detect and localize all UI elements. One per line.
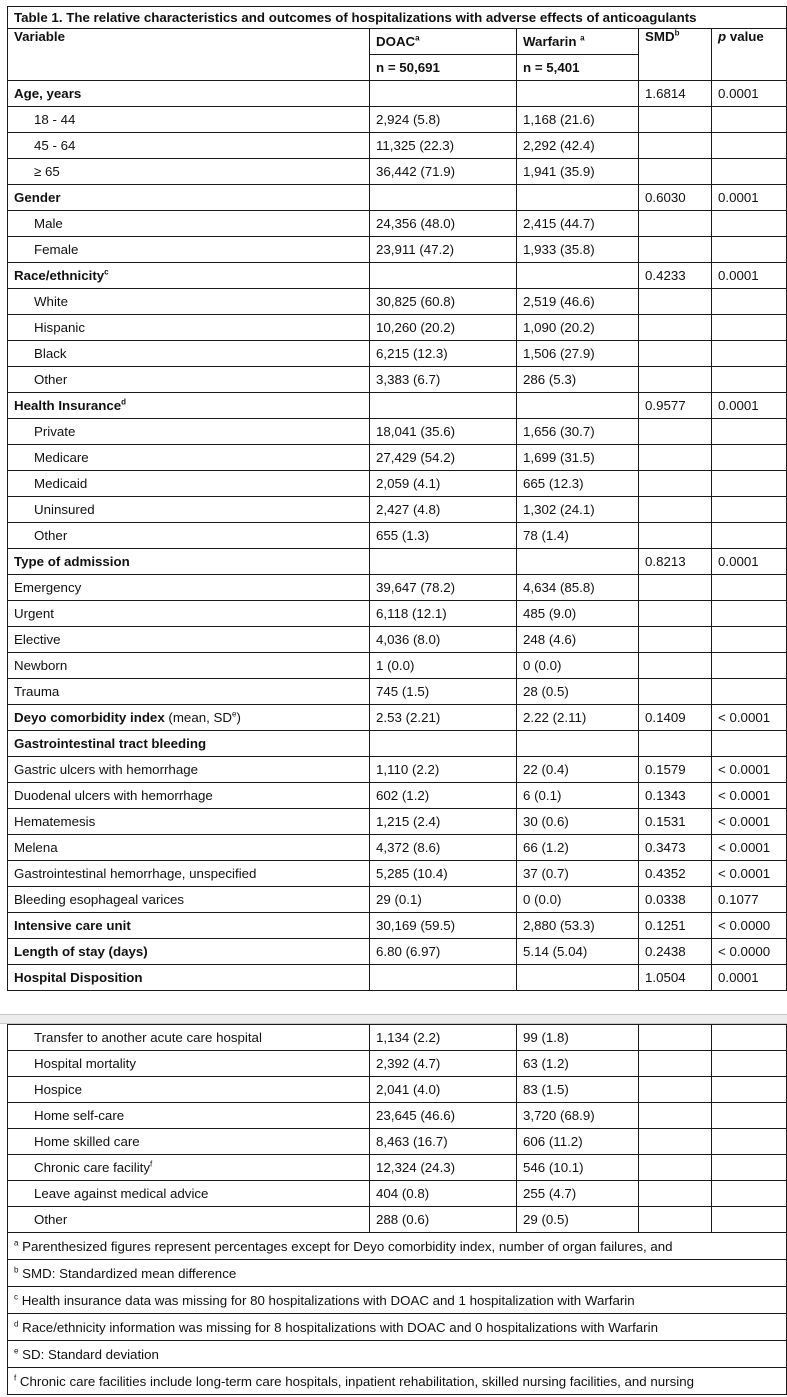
smd-value bbox=[639, 1051, 712, 1077]
table-title: Table 1. The relative characteristics and outcomes of hospitalizations with adverse effects of anticoagulants bbox=[8, 7, 787, 29]
row-label: Newborn bbox=[8, 653, 370, 679]
row-label: Medicare bbox=[8, 445, 370, 471]
table-row bbox=[8, 81, 787, 107]
p-value bbox=[712, 367, 787, 393]
smd-value bbox=[639, 523, 712, 549]
row-label: Hematemesis bbox=[8, 809, 370, 835]
warfarin-value: 63 (1.2) bbox=[517, 1051, 639, 1077]
doac-value bbox=[370, 263, 517, 289]
table-row bbox=[8, 289, 787, 315]
smd-value: 0.1531 bbox=[639, 809, 712, 835]
doac-value: 36,442 (71.9) bbox=[370, 159, 517, 185]
smd-value bbox=[639, 601, 712, 627]
p-value bbox=[712, 237, 787, 263]
p-value: 0.1077 bbox=[712, 887, 787, 913]
row-label: Leave against medical advice bbox=[8, 1181, 370, 1207]
row-label: Emergency bbox=[8, 575, 370, 601]
table-row bbox=[8, 549, 787, 575]
warfarin-value: 0 (0.0) bbox=[517, 887, 639, 913]
doac-value: 288 (0.6) bbox=[370, 1207, 517, 1233]
row-label: Private bbox=[8, 419, 370, 445]
row-label: Type of admission bbox=[8, 549, 370, 575]
p-value bbox=[712, 1025, 787, 1051]
smd-value: 0.4233 bbox=[639, 263, 712, 289]
row-label: Gastrointestinal hemorrhage, unspecified bbox=[8, 861, 370, 887]
smd-value bbox=[639, 1155, 712, 1181]
warfarin-value bbox=[517, 393, 639, 419]
smd-value: 0.8213 bbox=[639, 549, 712, 575]
doac-value: 27,429 (54.2) bbox=[370, 445, 517, 471]
smd-value bbox=[639, 315, 712, 341]
warfarin-value: 665 (12.3) bbox=[517, 471, 639, 497]
doac-value: 3,383 (6.7) bbox=[370, 367, 517, 393]
table-row bbox=[8, 835, 787, 861]
table-row bbox=[8, 1077, 787, 1103]
smd-value bbox=[639, 211, 712, 237]
doac-value: 745 (1.5) bbox=[370, 679, 517, 705]
row-label: Transfer to another acute care hospital bbox=[8, 1025, 370, 1051]
warfarin-value: 485 (9.0) bbox=[517, 601, 639, 627]
smd-value bbox=[639, 1025, 712, 1051]
table-row bbox=[8, 1103, 787, 1129]
warfarin-value: 1,941 (35.9) bbox=[517, 159, 639, 185]
smd-value bbox=[639, 159, 712, 185]
table-row bbox=[8, 601, 787, 627]
p-value bbox=[712, 1103, 787, 1129]
table-row bbox=[8, 913, 787, 939]
row-label: 18 - 44 bbox=[8, 107, 370, 133]
table-row bbox=[8, 627, 787, 653]
table-row bbox=[8, 237, 787, 263]
warfarin-value bbox=[517, 731, 639, 757]
smd-value bbox=[639, 497, 712, 523]
doac-value: 2,059 (4.1) bbox=[370, 471, 517, 497]
doac-value: 18,041 (35.6) bbox=[370, 419, 517, 445]
table-row bbox=[8, 1129, 787, 1155]
table-row bbox=[8, 341, 787, 367]
doac-value: 4,036 (8.0) bbox=[370, 627, 517, 653]
row-label: ≥ 65 bbox=[8, 159, 370, 185]
footnote-row bbox=[8, 1287, 787, 1314]
footnote: $^b$ SMD: Standardized mean difference bbox=[8, 1260, 787, 1287]
row-label: Duodenal ulcers with hemorrhage bbox=[8, 783, 370, 809]
footnote-row bbox=[8, 1233, 787, 1260]
smd-value bbox=[639, 419, 712, 445]
doac-value: 30,825 (60.8) bbox=[370, 289, 517, 315]
warfarin-value: 2,880 (53.3) bbox=[517, 913, 639, 939]
smd-value: 0.1579 bbox=[639, 757, 712, 783]
warfarin-value: 255 (4.7) bbox=[517, 1181, 639, 1207]
p-value bbox=[712, 471, 787, 497]
p-value bbox=[712, 679, 787, 705]
smd-value bbox=[639, 1103, 712, 1129]
row-label: Male bbox=[8, 211, 370, 237]
doac-value: 6,215 (12.3) bbox=[370, 341, 517, 367]
row-label: Gastric ulcers with hemorrhage bbox=[8, 757, 370, 783]
row-label: Intensive care unit bbox=[8, 913, 370, 939]
smd-value bbox=[639, 445, 712, 471]
doac-value: 4,372 (8.6) bbox=[370, 835, 517, 861]
table-row bbox=[8, 757, 787, 783]
characteristics-table bbox=[7, 6, 787, 991]
doac-value: 1,134 (2.2) bbox=[370, 1025, 517, 1051]
p-value-header: p value bbox=[712, 29, 787, 81]
warfarin-value: 83 (1.5) bbox=[517, 1077, 639, 1103]
warfarin-value: 1,168 (21.6) bbox=[517, 107, 639, 133]
p-value: < 0.0001 bbox=[712, 783, 787, 809]
doac-value: 2.53 (2.21) bbox=[370, 705, 517, 731]
smd-value: 0.9577 bbox=[639, 393, 712, 419]
doac-value: 2,392 (4.7) bbox=[370, 1051, 517, 1077]
p-value bbox=[712, 653, 787, 679]
warfarin-value: 1,302 (24.1) bbox=[517, 497, 639, 523]
warfarin-value bbox=[517, 185, 639, 211]
table-row bbox=[8, 1181, 787, 1207]
table-row bbox=[8, 731, 787, 757]
row-label: Uninsured bbox=[8, 497, 370, 523]
row-label: Race/ethnicity$^c$ bbox=[8, 263, 370, 289]
table-row bbox=[8, 159, 787, 185]
p-value bbox=[712, 523, 787, 549]
row-label: Hospice bbox=[8, 1077, 370, 1103]
smd-value bbox=[639, 1207, 712, 1233]
smd-value: 0.0338 bbox=[639, 887, 712, 913]
footnote: $^e$ SD: Standard deviation bbox=[8, 1341, 787, 1368]
p-value bbox=[712, 419, 787, 445]
doac-value bbox=[370, 185, 517, 211]
doac-value bbox=[370, 393, 517, 419]
warfarin-value: 66 (1.2) bbox=[517, 835, 639, 861]
warfarin-n: n = 5,401 bbox=[517, 55, 639, 81]
table-row bbox=[8, 471, 787, 497]
table-row bbox=[8, 263, 787, 289]
warfarin-value: 2,292 (42.4) bbox=[517, 133, 639, 159]
variable-header: Variable bbox=[8, 29, 370, 81]
p-value bbox=[712, 445, 787, 471]
p-value: < 0.0001 bbox=[712, 809, 787, 835]
smd-value bbox=[639, 107, 712, 133]
doac-header: DOAC$^a$ bbox=[370, 29, 517, 55]
smd-value: 0.3473 bbox=[639, 835, 712, 861]
p-value bbox=[712, 731, 787, 757]
warfarin-value: 546 (10.1) bbox=[517, 1155, 639, 1181]
smd-value bbox=[639, 1129, 712, 1155]
p-value bbox=[712, 315, 787, 341]
table-row bbox=[8, 445, 787, 471]
doac-value: 23,911 (47.2) bbox=[370, 237, 517, 263]
table-row bbox=[8, 1051, 787, 1077]
warfarin-value: 22 (0.4) bbox=[517, 757, 639, 783]
warfarin-value: 5.14 (5.04) bbox=[517, 939, 639, 965]
doac-n: n = 50,691 bbox=[370, 55, 517, 81]
p-value: < 0.0001 bbox=[712, 757, 787, 783]
smd-header: SMD$^b$ bbox=[639, 29, 712, 81]
p-value bbox=[712, 107, 787, 133]
doac-value: 602 (1.2) bbox=[370, 783, 517, 809]
doac-value: 10,260 (20.2) bbox=[370, 315, 517, 341]
warfarin-value: 2.22 (2.11) bbox=[517, 705, 639, 731]
doac-value: 8,463 (16.7) bbox=[370, 1129, 517, 1155]
doac-value: 6.80 (6.97) bbox=[370, 939, 517, 965]
warfarin-value: 3,720 (68.9) bbox=[517, 1103, 639, 1129]
smd-value bbox=[639, 575, 712, 601]
p-value: < 0.0000 bbox=[712, 939, 787, 965]
p-value bbox=[712, 341, 787, 367]
row-label: Other bbox=[8, 1207, 370, 1233]
smd-value: 1.6814 bbox=[639, 81, 712, 107]
footnote-row bbox=[8, 1341, 787, 1368]
warfarin-value bbox=[517, 965, 639, 991]
characteristics-table-continued bbox=[7, 1024, 787, 1395]
doac-value: 5,285 (10.4) bbox=[370, 861, 517, 887]
smd-value bbox=[639, 1181, 712, 1207]
smd-value bbox=[639, 133, 712, 159]
warfarin-value: 37 (0.7) bbox=[517, 861, 639, 887]
warfarin-value: 30 (0.6) bbox=[517, 809, 639, 835]
footnote-row bbox=[8, 1260, 787, 1287]
row-label: Other bbox=[8, 367, 370, 393]
doac-value bbox=[370, 731, 517, 757]
warfarin-value: 28 (0.5) bbox=[517, 679, 639, 705]
table-row bbox=[8, 783, 787, 809]
table-row bbox=[8, 315, 787, 341]
p-value bbox=[712, 133, 787, 159]
row-label: Bleeding esophageal varices bbox=[8, 887, 370, 913]
warfarin-value: 248 (4.6) bbox=[517, 627, 639, 653]
p-value: 0.0001 bbox=[712, 185, 787, 211]
smd-value: 0.1343 bbox=[639, 783, 712, 809]
smd-value bbox=[639, 1077, 712, 1103]
doac-value: 11,325 (22.3) bbox=[370, 133, 517, 159]
p-value: < 0.0001 bbox=[712, 835, 787, 861]
table-row bbox=[8, 1025, 787, 1051]
doac-value: 29 (0.1) bbox=[370, 887, 517, 913]
warfarin-value: 4,634 (85.8) bbox=[517, 575, 639, 601]
warfarin-value: 1,090 (20.2) bbox=[517, 315, 639, 341]
smd-value: 0.1409 bbox=[639, 705, 712, 731]
doac-value bbox=[370, 965, 517, 991]
footnote-row bbox=[8, 1368, 787, 1395]
table-row bbox=[8, 653, 787, 679]
table-row bbox=[8, 887, 787, 913]
warfarin-value: 2,415 (44.7) bbox=[517, 211, 639, 237]
smd-value bbox=[639, 367, 712, 393]
warfarin-value: 606 (11.2) bbox=[517, 1129, 639, 1155]
doac-value: 2,041 (4.0) bbox=[370, 1077, 517, 1103]
smd-value: 0.1251 bbox=[639, 913, 712, 939]
smd-value bbox=[639, 679, 712, 705]
doac-value: 24,356 (48.0) bbox=[370, 211, 517, 237]
footnote: $^c$ Health insurance data was missing for 80 hospitalizations with DOAC and 1 hospitalization with Warfarin bbox=[8, 1287, 787, 1314]
p-value: 0.0001 bbox=[712, 81, 787, 107]
row-label: Medicaid bbox=[8, 471, 370, 497]
doac-value: 30,169 (59.5) bbox=[370, 913, 517, 939]
smd-value bbox=[639, 341, 712, 367]
row-label: Trauma bbox=[8, 679, 370, 705]
doac-value bbox=[370, 549, 517, 575]
p-value: < 0.0001 bbox=[712, 705, 787, 731]
p-value bbox=[712, 1077, 787, 1103]
warfarin-value: 1,656 (30.7) bbox=[517, 419, 639, 445]
page-break bbox=[0, 1014, 787, 1024]
row-label: Chronic care facility$^f$ bbox=[8, 1155, 370, 1181]
doac-value bbox=[370, 81, 517, 107]
row-label: Gender bbox=[8, 185, 370, 211]
p-value bbox=[712, 159, 787, 185]
row-label: Female bbox=[8, 237, 370, 263]
footnote: $^f$ Chronic care facilities include long-term care hospitals, inpatient rehabilitation, skilled nursing facilities, and nursing bbox=[8, 1368, 787, 1395]
table-row bbox=[8, 1155, 787, 1181]
p-value: 0.0001 bbox=[712, 965, 787, 991]
smd-value bbox=[639, 289, 712, 315]
p-value bbox=[712, 575, 787, 601]
table-row bbox=[8, 1207, 787, 1233]
p-value: 0.0001 bbox=[712, 549, 787, 575]
smd-value bbox=[639, 653, 712, 679]
doac-value: 1,215 (2.4) bbox=[370, 809, 517, 835]
doac-value: 12,324 (24.3) bbox=[370, 1155, 517, 1181]
table-row bbox=[8, 861, 787, 887]
header-row bbox=[8, 29, 787, 55]
p-value bbox=[712, 497, 787, 523]
smd-value bbox=[639, 627, 712, 653]
doac-value: 1,110 (2.2) bbox=[370, 757, 517, 783]
table-row bbox=[8, 419, 787, 445]
p-value: < 0.0000 bbox=[712, 913, 787, 939]
warfarin-value: 286 (5.3) bbox=[517, 367, 639, 393]
warfarin-value: 6 (0.1) bbox=[517, 783, 639, 809]
table-row bbox=[8, 965, 787, 991]
table-row bbox=[8, 705, 787, 731]
p-value bbox=[712, 211, 787, 237]
row-label: 45 - 64 bbox=[8, 133, 370, 159]
table-row bbox=[8, 107, 787, 133]
warfarin-value bbox=[517, 549, 639, 575]
smd-value: 1.0504 bbox=[639, 965, 712, 991]
warfarin-value: 1,699 (31.5) bbox=[517, 445, 639, 471]
row-label: Health Insurance$^d$ bbox=[8, 393, 370, 419]
warfarin-value: 1,506 (27.9) bbox=[517, 341, 639, 367]
table-row bbox=[8, 211, 787, 237]
warfarin-header: Warfarin $^a$ bbox=[517, 29, 639, 55]
row-label: Deyo comorbidity index (mean, $SD^e$) bbox=[8, 705, 370, 731]
doac-value: 404 (0.8) bbox=[370, 1181, 517, 1207]
smd-value bbox=[639, 237, 712, 263]
table-row bbox=[8, 185, 787, 211]
doac-value: 655 (1.3) bbox=[370, 523, 517, 549]
row-label: Age, years bbox=[8, 81, 370, 107]
table-title-row bbox=[8, 7, 787, 29]
row-label: Home self-care bbox=[8, 1103, 370, 1129]
smd-value: 0.2438 bbox=[639, 939, 712, 965]
doac-value: 6,118 (12.1) bbox=[370, 601, 517, 627]
warfarin-value: 1,933 (35.8) bbox=[517, 237, 639, 263]
p-value bbox=[712, 1181, 787, 1207]
p-value bbox=[712, 1155, 787, 1181]
p-value bbox=[712, 1051, 787, 1077]
p-value bbox=[712, 1129, 787, 1155]
p-value bbox=[712, 601, 787, 627]
p-value bbox=[712, 627, 787, 653]
row-label: Elective bbox=[8, 627, 370, 653]
doac-value: 1 (0.0) bbox=[370, 653, 517, 679]
row-label: Hospital Disposition bbox=[8, 965, 370, 991]
p-value bbox=[712, 289, 787, 315]
doac-value: 39,647 (78.2) bbox=[370, 575, 517, 601]
row-label: Hispanic bbox=[8, 315, 370, 341]
doac-value: 23,645 (46.6) bbox=[370, 1103, 517, 1129]
p-value bbox=[712, 1207, 787, 1233]
row-label: Urgent bbox=[8, 601, 370, 627]
row-label: Other bbox=[8, 523, 370, 549]
footnote: $^d$ Race/ethnicity information was missing for 8 hospitalizations with DOAC and 0 hospitalizations with Warfarin bbox=[8, 1314, 787, 1341]
footnote: $^a$ Parenthesized figures represent percentages except for Deyo comorbidity index, number of organ failures, and bbox=[8, 1233, 787, 1260]
warfarin-value: 99 (1.8) bbox=[517, 1025, 639, 1051]
p-value: 0.0001 bbox=[712, 263, 787, 289]
smd-value: 0.6030 bbox=[639, 185, 712, 211]
table-row bbox=[8, 939, 787, 965]
warfarin-value: 2,519 (46.6) bbox=[517, 289, 639, 315]
row-label: Melena bbox=[8, 835, 370, 861]
p-value: 0.0001 bbox=[712, 393, 787, 419]
warfarin-value: 78 (1.4) bbox=[517, 523, 639, 549]
row-label: Length of stay (days) bbox=[8, 939, 370, 965]
p-value: < 0.0001 bbox=[712, 861, 787, 887]
warfarin-value: 29 (0.5) bbox=[517, 1207, 639, 1233]
smd-value bbox=[639, 471, 712, 497]
row-label: White bbox=[8, 289, 370, 315]
warfarin-value bbox=[517, 263, 639, 289]
row-label: Hospital mortality bbox=[8, 1051, 370, 1077]
doac-value: 2,924 (5.8) bbox=[370, 107, 517, 133]
doac-value: 2,427 (4.8) bbox=[370, 497, 517, 523]
smd-value: 0.4352 bbox=[639, 861, 712, 887]
table-row bbox=[8, 367, 787, 393]
table-row bbox=[8, 497, 787, 523]
table-row bbox=[8, 523, 787, 549]
warfarin-value: 0 (0.0) bbox=[517, 653, 639, 679]
table-row bbox=[8, 809, 787, 835]
smd-value bbox=[639, 731, 712, 757]
row-label: Home skilled care bbox=[8, 1129, 370, 1155]
row-label: Black bbox=[8, 341, 370, 367]
table-row bbox=[8, 575, 787, 601]
footnote-row bbox=[8, 1314, 787, 1341]
table-row bbox=[8, 133, 787, 159]
row-label: Gastrointestinal tract bleeding bbox=[8, 731, 370, 757]
warfarin-value bbox=[517, 81, 639, 107]
table-row bbox=[8, 679, 787, 705]
table-row bbox=[8, 393, 787, 419]
